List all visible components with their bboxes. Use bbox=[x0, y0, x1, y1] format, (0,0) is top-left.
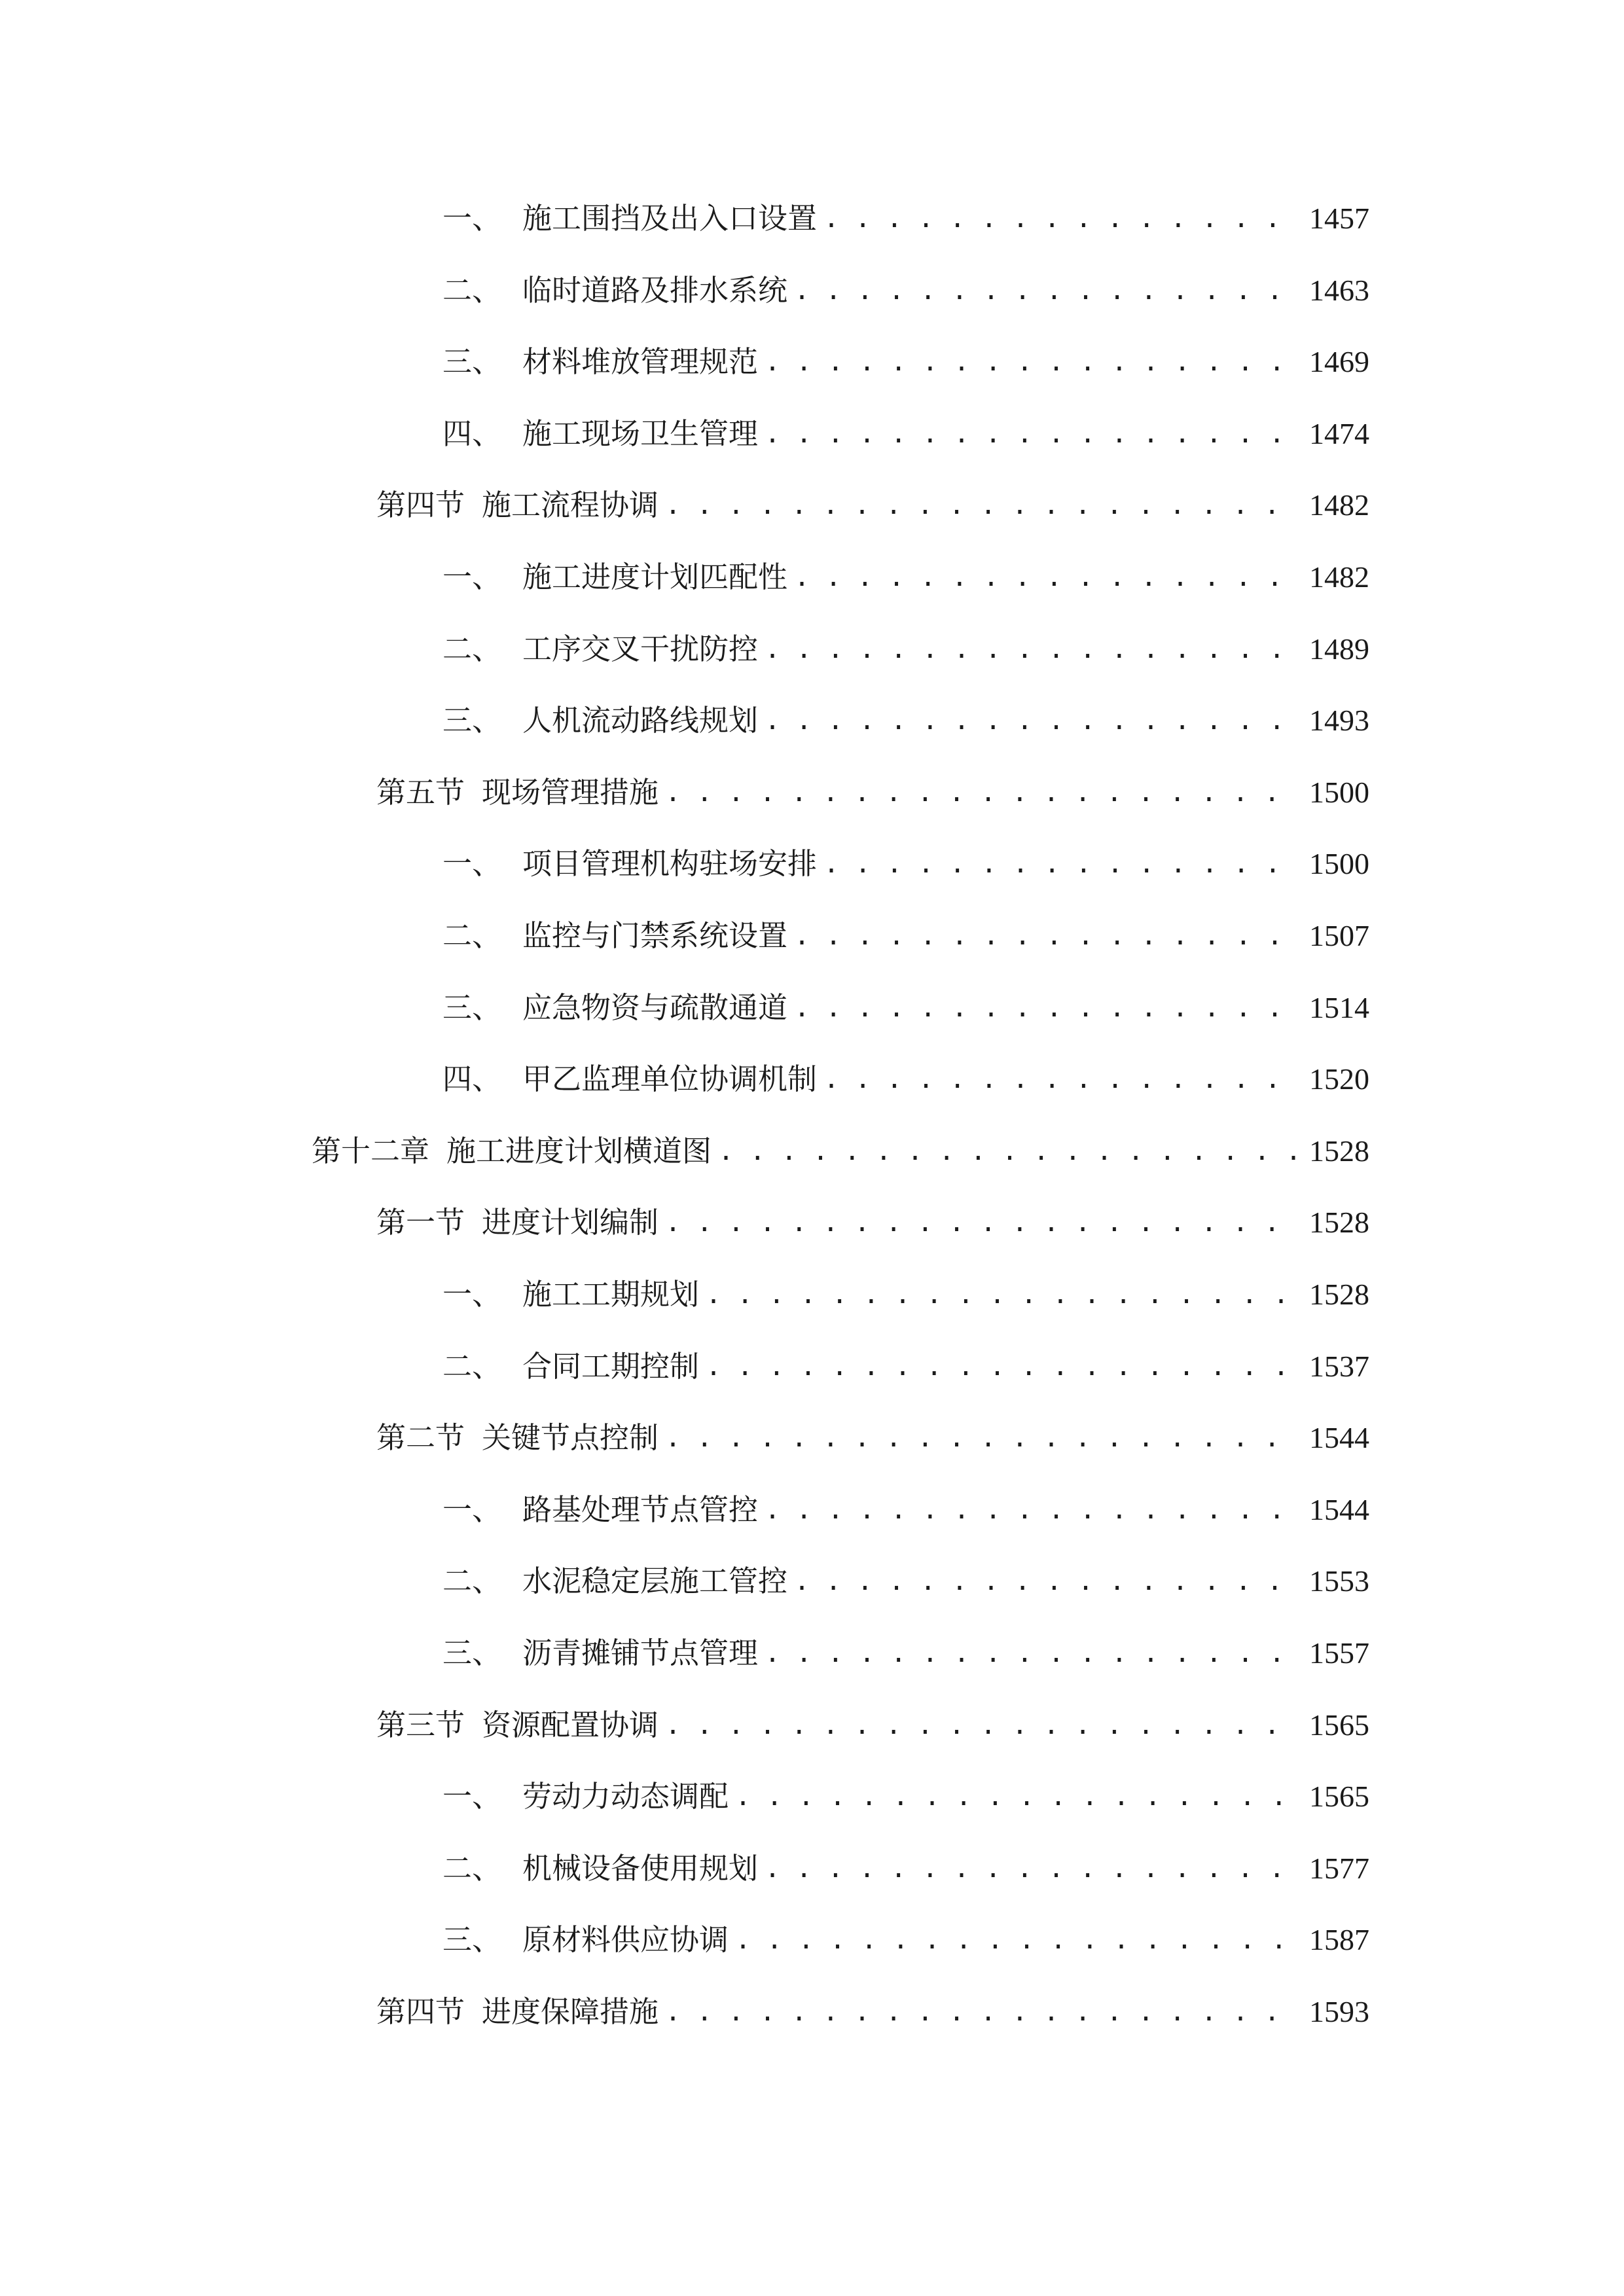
toc-entry-page-number: 1500 bbox=[1309, 776, 1369, 809]
toc-entry-title: 路基处理节点管控 bbox=[522, 1492, 759, 1527]
toc-entry-page-number: 1553 bbox=[1309, 1564, 1369, 1598]
toc-entry[interactable] bbox=[442, 264, 1369, 317]
toc-entry-page-number: 1493 bbox=[1309, 704, 1369, 737]
toc-entry-number: 三、 bbox=[442, 703, 502, 738]
toc-dot-leader bbox=[665, 479, 1300, 531]
toc-entry-page-number: 1463 bbox=[1309, 274, 1369, 307]
toc-entry-page-number: 1474 bbox=[1309, 417, 1369, 450]
toc-dot-leader bbox=[765, 336, 1300, 388]
toc-entry-title: 合同工期控制 bbox=[522, 1349, 700, 1384]
toc-entry-page-number: 1457 bbox=[1309, 202, 1369, 235]
toc-entry-title: 应急物资与疏散通道 bbox=[522, 990, 788, 1025]
toc-entry[interactable] bbox=[442, 1484, 1369, 1536]
toc-entry-page-number: 1528 bbox=[1309, 1206, 1369, 1239]
toc-entry[interactable] bbox=[376, 1196, 1369, 1249]
toc-dot-leader bbox=[718, 1125, 1300, 1177]
toc-entry-number: 四、 bbox=[442, 1062, 502, 1096]
toc-dot-leader bbox=[823, 1053, 1300, 1105]
toc-entry-page-number: 1565 bbox=[1309, 1708, 1369, 1742]
toc-dot-leader bbox=[735, 1770, 1300, 1823]
toc-entry-number: 四、 bbox=[442, 416, 502, 451]
toc-entry-page-number: 1557 bbox=[1309, 1636, 1369, 1670]
toc-entry-title: 工序交叉干扰防控 bbox=[522, 632, 759, 666]
toc-dot-leader bbox=[665, 766, 1300, 819]
toc-entry[interactable] bbox=[376, 1986, 1369, 2038]
toc-dot-leader bbox=[706, 1268, 1300, 1321]
toc-dot-leader bbox=[765, 1627, 1300, 1679]
toc-entry-title: 施工进度计划匹配性 bbox=[522, 560, 788, 594]
toc-entry-page-number: 1587 bbox=[1309, 1923, 1369, 1956]
toc-entry-title: 沥青摊铺节点管理 bbox=[522, 1636, 759, 1670]
toc-entry-title: 施工围挡及出入口设置 bbox=[522, 201, 818, 236]
toc-entry-title: 施工现场卫生管理 bbox=[522, 416, 759, 451]
toc-entry[interactable] bbox=[442, 1770, 1369, 1823]
toc-entry-page-number: 1514 bbox=[1309, 991, 1369, 1024]
toc-entry-number: 一、 bbox=[442, 560, 502, 594]
toc-entry-page-number: 1544 bbox=[1309, 1493, 1369, 1526]
toc-entry-title: 进度保障措施 bbox=[482, 1994, 659, 2029]
toc-entry[interactable] bbox=[442, 192, 1369, 245]
toc-dot-leader bbox=[665, 1196, 1300, 1249]
toc-entry[interactable] bbox=[442, 551, 1369, 603]
toc-dot-leader bbox=[735, 1914, 1300, 1966]
toc-dot-leader bbox=[794, 264, 1300, 317]
toc-entry-number: 一、 bbox=[442, 1779, 502, 1814]
toc-dot-leader bbox=[794, 982, 1300, 1034]
toc-entry-number: 二、 bbox=[442, 918, 502, 953]
toc-entry-number: 二、 bbox=[442, 1349, 502, 1384]
toc-entry[interactable] bbox=[376, 766, 1369, 819]
toc-entry[interactable] bbox=[442, 838, 1369, 890]
toc-entry-page-number: 1577 bbox=[1309, 1852, 1369, 1885]
toc-entry-number: 二、 bbox=[442, 273, 502, 308]
toc-entry-title: 施工进度计划横道图 bbox=[446, 1134, 712, 1168]
toc-entry-title: 人机流动路线规划 bbox=[522, 703, 759, 738]
toc-entry-title: 进度计划编制 bbox=[482, 1205, 659, 1240]
toc-entry-title: 甲乙监理单位协调机制 bbox=[522, 1062, 818, 1096]
toc-entry-title: 资源配置协调 bbox=[482, 1708, 659, 1742]
toc-entry-page-number: 1593 bbox=[1309, 1995, 1369, 2028]
toc-entry-page-number: 1528 bbox=[1309, 1134, 1369, 1168]
toc-dot-leader bbox=[765, 1842, 1300, 1895]
toc-dot-leader bbox=[665, 1412, 1300, 1464]
toc-entry-number: 三、 bbox=[442, 1636, 502, 1670]
toc-entry-number: 一、 bbox=[442, 1277, 502, 1312]
toc-dot-leader bbox=[794, 551, 1300, 603]
toc-entry-number: 三、 bbox=[442, 990, 502, 1025]
toc-entry-title: 项目管理机构驻场安排 bbox=[522, 846, 818, 881]
toc-entry-number: 二、 bbox=[442, 1851, 502, 1886]
toc-dot-leader bbox=[665, 1986, 1300, 2038]
toc-entry[interactable] bbox=[442, 1555, 1369, 1607]
toc-entry-title: 监控与门禁系统设置 bbox=[522, 918, 788, 953]
toc-entry-number: 二、 bbox=[442, 632, 502, 666]
toc-entry[interactable] bbox=[442, 1053, 1369, 1105]
toc-entry-title: 现场管理措施 bbox=[482, 775, 659, 810]
toc-entry-number: 第四节 bbox=[376, 1994, 465, 2029]
toc-entry-title: 原材料供应协调 bbox=[522, 1922, 729, 1957]
toc-entry-number: 三、 bbox=[442, 344, 502, 379]
toc-entry-number: 一、 bbox=[442, 201, 502, 236]
toc-dot-leader bbox=[823, 838, 1300, 890]
toc-dot-leader bbox=[765, 623, 1300, 675]
toc-entry-title: 材料堆放管理规范 bbox=[522, 344, 759, 379]
toc-entry-number: 第一节 bbox=[376, 1205, 465, 1240]
toc-dot-leader bbox=[794, 1555, 1300, 1607]
toc-entry-number: 第三节 bbox=[376, 1708, 465, 1742]
toc-entry-page-number: 1469 bbox=[1309, 345, 1369, 378]
toc-dot-leader bbox=[794, 910, 1300, 962]
toc-dot-leader bbox=[665, 1699, 1300, 1751]
toc-entry-page-number: 1565 bbox=[1309, 1780, 1369, 1813]
toc-entry[interactable] bbox=[442, 336, 1369, 388]
toc-entry-number: 第十二章 bbox=[312, 1134, 430, 1168]
toc-entry-page-number: 1544 bbox=[1309, 1421, 1369, 1454]
toc-entry[interactable] bbox=[442, 1914, 1369, 1966]
toc-entry-title: 施工流程协调 bbox=[482, 488, 659, 522]
toc-entry[interactable] bbox=[442, 1842, 1369, 1895]
toc-entry[interactable] bbox=[442, 1627, 1369, 1679]
toc-entry-title: 施工工期规划 bbox=[522, 1277, 700, 1312]
toc-entry-number: 三、 bbox=[442, 1922, 502, 1957]
toc-entry-number: 一、 bbox=[442, 1492, 502, 1527]
toc-entry-title: 水泥稳定层施工管控 bbox=[522, 1564, 788, 1598]
toc-entry-page-number: 1482 bbox=[1309, 488, 1369, 522]
toc-dot-leader bbox=[823, 192, 1300, 245]
toc-entry-number: 一、 bbox=[442, 846, 502, 881]
toc-entry-page-number: 1500 bbox=[1309, 847, 1369, 880]
toc-entry-page-number: 1482 bbox=[1309, 560, 1369, 594]
toc-entry-page-number: 1528 bbox=[1309, 1278, 1369, 1311]
toc-dot-leader bbox=[765, 408, 1300, 460]
toc-entry[interactable] bbox=[442, 623, 1369, 675]
toc-entry-title: 关键节点控制 bbox=[482, 1420, 659, 1455]
toc-entry[interactable] bbox=[312, 1125, 1369, 1177]
toc-entry-number: 第五节 bbox=[376, 775, 465, 810]
toc-dot-leader bbox=[765, 694, 1300, 747]
toc-entry-title: 机械设备使用规划 bbox=[522, 1851, 759, 1886]
toc-entry-title: 劳动力动态调配 bbox=[522, 1779, 729, 1814]
toc-entry-number: 第四节 bbox=[376, 488, 465, 522]
toc-entry[interactable] bbox=[442, 694, 1369, 747]
toc-dot-leader bbox=[706, 1340, 1300, 1393]
toc-entry[interactable] bbox=[442, 1268, 1369, 1321]
toc-entry[interactable] bbox=[376, 1699, 1369, 1751]
toc-entry-page-number: 1520 bbox=[1309, 1062, 1369, 1096]
toc-entry[interactable] bbox=[442, 982, 1369, 1034]
toc-entry[interactable] bbox=[376, 479, 1369, 531]
toc-entry[interactable] bbox=[442, 910, 1369, 962]
toc-entry-page-number: 1489 bbox=[1309, 632, 1369, 666]
toc-entry-title: 临时道路及排水系统 bbox=[522, 273, 788, 308]
toc-entry[interactable] bbox=[442, 1340, 1369, 1393]
toc-entry-number: 二、 bbox=[442, 1564, 502, 1598]
toc-entry-number: 第二节 bbox=[376, 1420, 465, 1455]
toc-dot-leader bbox=[765, 1484, 1300, 1536]
toc-entry[interactable] bbox=[376, 1412, 1369, 1464]
toc-entry-page-number: 1537 bbox=[1309, 1350, 1369, 1383]
toc-entry[interactable] bbox=[442, 408, 1369, 460]
toc-entry-page-number: 1507 bbox=[1309, 919, 1369, 952]
